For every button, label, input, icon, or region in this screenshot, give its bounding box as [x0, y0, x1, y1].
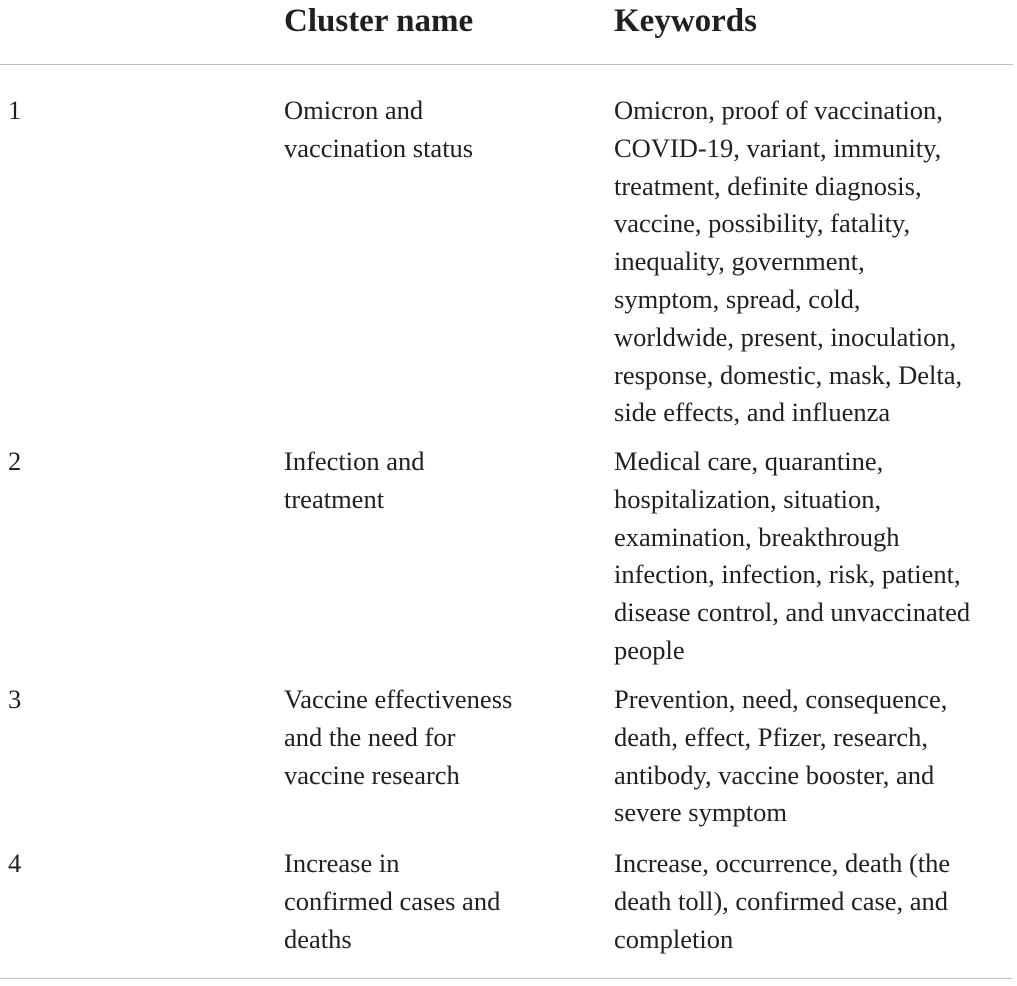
- keywords-line: infection, infection, risk, patient,: [614, 559, 961, 590]
- cluster-keywords: [614, 92, 1014, 432]
- keywords-line: disease control, and unvaccinated: [614, 597, 971, 628]
- keywords-line: death toll), confirmed case, and: [614, 885, 949, 916]
- cluster-name-line: vaccine research: [284, 759, 460, 790]
- keywords-line: worldwide, present, inoculation,: [614, 321, 957, 352]
- keywords-line: antibody, vaccine booster, and: [614, 759, 935, 790]
- keywords-line: hospitalization, situation,: [614, 483, 882, 514]
- cluster-name-line: confirmed cases and: [284, 885, 501, 916]
- keywords-line: completion: [614, 923, 734, 954]
- keywords-line: Medical care, quarantine,: [614, 446, 884, 476]
- cluster-number: 3: [8, 684, 22, 714]
- cluster-name: [284, 681, 584, 794]
- keywords-line: COVID-19, variant, immunity,: [614, 132, 942, 163]
- keywords-line: inequality, government,: [614, 246, 865, 277]
- table-bottom-rule: [0, 978, 1013, 979]
- cluster-name: [284, 92, 584, 168]
- keywords-line: severe symptom: [614, 797, 787, 828]
- keywords-line: symptom, spread, cold,: [614, 283, 861, 314]
- header-cluster-name: Cluster name: [284, 3, 474, 39]
- keywords-line: Omicron, proof of vaccination,: [614, 95, 943, 125]
- cluster-name-line: and the need for: [284, 721, 456, 752]
- cluster-name-line: Infection and: [284, 446, 425, 476]
- cluster-name-line: Omicron and: [284, 95, 424, 125]
- cluster-name-line: Vaccine effectiveness: [284, 684, 513, 714]
- cluster-name: [284, 443, 584, 519]
- keywords-line: side effects, and influenza: [614, 397, 891, 428]
- cluster-keywords: [614, 681, 1014, 832]
- keywords-line: vaccine, possibility, fatality,: [614, 208, 911, 239]
- keywords-line: death, effect, Pfizer, research,: [614, 721, 929, 752]
- table-header: [0, 0, 1013, 65]
- keywords-line: people: [614, 634, 685, 665]
- cluster-name-line: vaccination status: [284, 132, 474, 163]
- cluster-name-line: treatment: [284, 483, 385, 514]
- header-keywords: Keywords: [614, 3, 757, 39]
- cluster-name: [284, 845, 584, 958]
- cluster-name-line: Increase in: [284, 848, 400, 878]
- keywords-line: examination, breakthrough: [614, 521, 900, 552]
- keywords-line: Increase, occurrence, death (the: [614, 848, 951, 878]
- cluster-name-line: deaths: [284, 923, 352, 954]
- cluster-number: 2: [8, 446, 22, 476]
- cluster-keywords: [614, 443, 1014, 670]
- cluster-number: 1: [8, 95, 22, 125]
- keywords-line: treatment, definite diagnosis,: [614, 170, 922, 201]
- keywords-line: Prevention, need, consequence,: [614, 684, 948, 714]
- cluster-keywords: [614, 845, 1014, 958]
- cluster-number: 4: [8, 848, 22, 878]
- keywords-line: response, domestic, mask, Delta,: [614, 359, 963, 390]
